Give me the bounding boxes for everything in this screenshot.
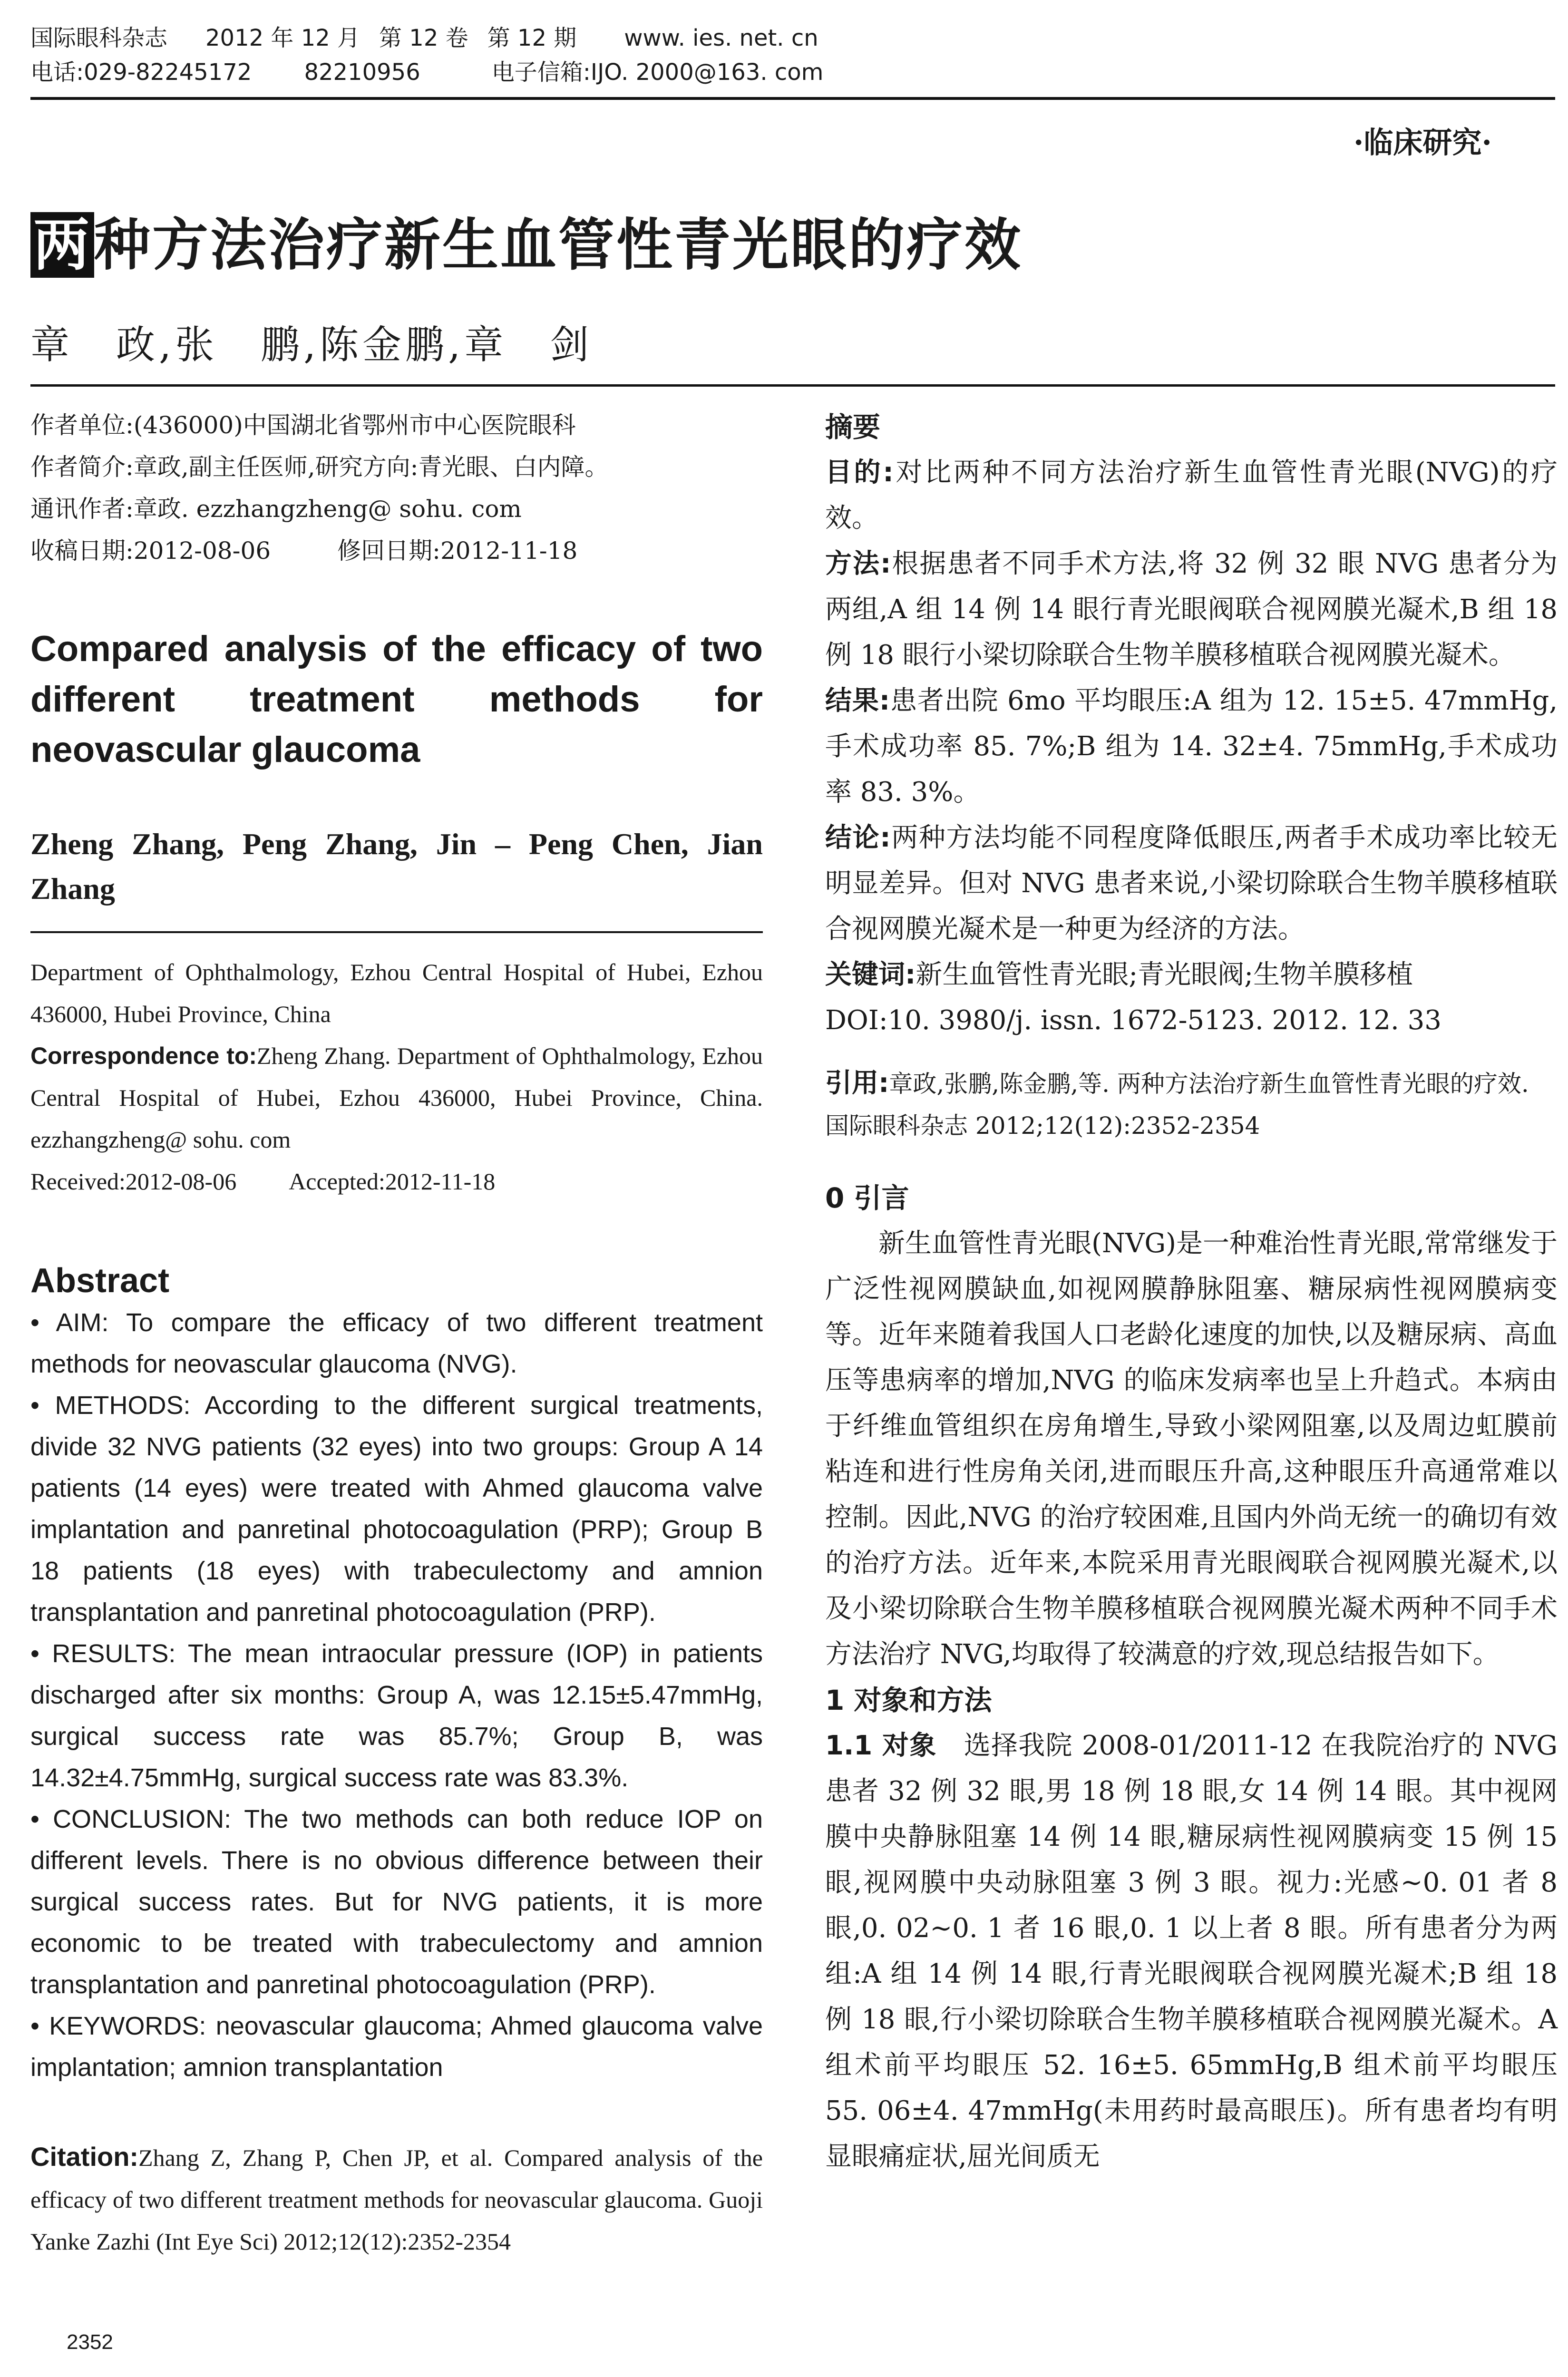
right-column — [825, 404, 1558, 2180]
correspondence-cn: 通讯作者:章政. ezzhangzheng@ sohu. com — [30, 495, 522, 523]
english-authors: Zheng Zhang, Peng Zhang, Jin – Peng Chen, Jian Zhang — [30, 827, 763, 906]
abstract-cn-methods — [825, 541, 1558, 678]
header-row-2 — [30, 55, 1538, 89]
email-link[interactable]: 电子信箱:IJO. 2000@163. com — [491, 59, 824, 86]
citation-text: Zhang Z, Zhang P, Chen JP, et al. Compared analysis of the efficacy of two different treatment methods for neovascular glaucoma. Guoji Yanke Zazhi (Int Eye Sci) 2012;12(12):2352-2354 — [30, 2144, 763, 2255]
received-cn: 收稿日期:2012-08-06 — [30, 537, 271, 565]
phone-2: 82210956 — [304, 59, 420, 86]
methods-label: 方法: — [825, 548, 891, 579]
intro-paragraph: 新生血管性青光眼(NVG)是一种难治性青光眼,常常继发于广泛性视网膜缺血,如视网膜静脉阻塞、糖尿病性视网膜病变等。近年来随着我国人口老龄化速度的加快,以及糖尿病、高血压等患病率的增加,NVG 的临床发病率也呈上升趋式。本病由于纤维血管组织在房角增生,导致小梁网阻塞,以及周边虹膜前粘连和进行性房角关闭,进而眼压升高,这种眼压升高通常难以控制。因此,NVG 的治疗较困难,且国内外尚无统一的确切有效的治疗方法。近年来,本院采用青光眼阀联合视网膜光凝术,以及小梁切除联合生物羊膜移植联合视网膜光凝术两种不同手术方法治疗 NVG,均取得了较满意的疗效,现总结报告如下。 — [825, 1228, 1558, 1670]
citation-label: Citation: — [30, 2142, 139, 2172]
aim-label: 目的: — [825, 457, 894, 488]
bio-cn: 作者简介:章政,副主任医师,研究方向:青光眼、白内障。 — [30, 453, 609, 481]
cite-cn-text: 章政,张鹏,陈金鹏,等. 两种方法治疗新生血管性青光眼的疗效. 国际眼科杂志 2012;12(12):2352-2354 — [825, 1070, 1529, 1140]
abstract-results: • RESULTS: The mean intraocular pressure (IOP) in patients discharged after six months: Group A, was 12.15±5.47mmHg, surgical success rate was 85.7%; Group B, was 14.32±4.75mmHg, surgical success rate was 83.3%. — [30, 1639, 763, 1792]
subjects-text: 选择我院 2008-01/2011-12 在我院治疗的 NVG 患者 32 例 32 眼,男 18 例 18 眼,女 14 例 14 眼。其中视网膜中央静脉阻塞 14 例 14 眼,糖尿病性视网膜病变 15 例 15 眼,视网膜中央动脉阻塞 3 例 3 眼。视力:光感~0. 01 者 8 眼,0. 02~0. 1 者 16 眼,0. 1 以上者 8 眼。所有患者分为两组:A 组 14 例 14 眼,行青光眼阀联合视网膜光凝术;B 组 18 例 18 眼,行小梁切除联合生物羊膜移植联合视网膜光凝术。A 组术前平均眼压 52. 16±5. 65mmHg,B 组术前平均眼压 55. 06±4. 47mmHg(未用药时最高眼压)。所有患者均有明显眼痛症状,屈光间质无 — [825, 1730, 1558, 2172]
correspondence-text: Zheng Zhang. Department of Ophthalmology, Ezhou Central Hospital of Hubei, Ezhou 436000, Hubei Province, China. ezzhangzheng@ sohu. com — [30, 1042, 763, 1153]
cite-cn-label: 引用: — [825, 1068, 889, 1099]
article-title — [30, 200, 1023, 281]
left-column — [30, 404, 763, 2262]
abstract-methods: • METHODS: According to the different surgical treatments, divide 32 NVG patients (32 eyes) into two groups: Group A 14 patients (14 eyes) were treated with Ahmed glaucoma valve implantation and panretinal photocoagulation (PRP); Group B 18 patients (18 eyes) with trabeculectomy and amnion transplantation and panretinal photocoagulation (PRP). — [30, 1391, 763, 1627]
results-text: 患者出院 6mo 平均眼压:A 组为 12. 15±5. 47mmHg,手术成功率 85. 7%;B 组为 14. 32±4. 75mmHg,手术成功率 83. 3%。 — [825, 685, 1558, 808]
title-rule — [30, 384, 1555, 387]
volume: 第 12 卷 — [379, 25, 468, 51]
issue-date: 2012 年 12 月 — [205, 25, 360, 51]
page-number: 2352 — [67, 2330, 113, 2354]
phone: 电话:029-82245172 — [30, 59, 252, 86]
doi[interactable]: DOI:10. 3980/j. issn. 1672-5123. 2012. 12. 33 — [825, 1005, 1441, 1036]
authors-rule — [30, 931, 763, 933]
authors-chinese: 章 政,张 鹏,陈金鹏,章 剑 — [30, 322, 593, 368]
abstract-cn-conclusion — [825, 815, 1558, 952]
abstract-cn-results — [825, 678, 1558, 815]
title-first-char: 两 — [30, 212, 94, 278]
accepted-en: Accepted:2012-11-18 — [289, 1168, 496, 1195]
abstract-aim: • AIM: To compare the efficacy of two different treatment methods for neovascular glaucoma (NVG). — [30, 1308, 763, 1378]
issue: 第 12 期 — [487, 25, 577, 51]
abstract-heading: Abstract — [30, 1262, 170, 1300]
section-tag: ·临床研究· — [1353, 125, 1492, 160]
citation-en — [30, 2136, 763, 2262]
keywords-label: 关键词: — [825, 959, 916, 990]
header-row-1 — [30, 21, 1538, 55]
keywords-text: 新生血管性青光眼;青光眼阀;生物羊膜移植 — [915, 959, 1413, 990]
abstract-keywords: • KEYWORDS: neovascular glaucoma; Ahmed glaucoma valve implantation; amnion transplantation — [30, 2012, 763, 2082]
dates-cn — [30, 530, 763, 572]
methods-heading: 1 对象和方法 — [825, 1684, 992, 1716]
abstract-cn-keywords — [825, 952, 1558, 998]
affiliation-cn: 作者单位:(436000)中国湖北省鄂州市中心医院眼科 — [30, 411, 576, 439]
results-label: 结果: — [825, 685, 890, 716]
abstract-cn-aim — [825, 450, 1558, 541]
english-title: Compared analysis of the efficacy of two different treatment methods for neovascular glaucoma — [30, 629, 763, 770]
header-rule — [30, 97, 1555, 100]
subjects-paragraph — [825, 1723, 1558, 2180]
revised-cn: 修回日期:2012-11-18 — [337, 537, 578, 565]
citation-cn — [825, 1062, 1558, 1147]
methods-text: 根据患者不同手术方法,将 32 例 32 眼 NVG 患者分为两组,A 组 14 例 14 眼行青光眼阀联合视网膜光凝术,B 组 18 例 18 眼行小梁切除联合生物羊膜移植联合视网膜光凝术。 — [825, 548, 1558, 671]
dates-en — [30, 1160, 763, 1202]
received-en: Received:2012-08-06 — [30, 1168, 237, 1195]
conclusion-label: 结论: — [825, 822, 891, 853]
correspondence-label: Correspondence to: — [30, 1042, 257, 1069]
title-rest: 种方法治疗新生血管性青光眼的疗效 — [94, 212, 1023, 278]
intro-heading: 0 引言 — [825, 1182, 909, 1214]
journal-name: 国际眼科杂志 — [30, 25, 168, 51]
department-en: Department of Ophthalmology, Ezhou Central Hospital of Hubei, Ezhou 436000, Hubei Province, China — [30, 959, 763, 1027]
correspondence-en — [30, 1035, 763, 1160]
abstract-conclusion: • CONCLUSION: The two methods can both reduce IOP on different levels. There is no obvious difference between their surgical success rates. But for NVG patients, it is more economic to be treated with trabeculectomy and amnion transplantation and panretinal photocoagulation (PRP). — [30, 1805, 763, 1999]
journal-header — [30, 21, 1538, 89]
aim-text: 对比两种不同方法治疗新生血管性青光眼(NVG)的疗效。 — [825, 457, 1558, 534]
subjects-label: 1.1 对象 — [825, 1730, 937, 1761]
conclusion-text: 两种方法均能不同程度降低眼压,两者手术成功率比较无明显差异。但对 NVG 患者来说,小梁切除联合生物羊膜移植联合视网膜光凝术是一种更为经济的方法。 — [825, 822, 1558, 945]
abstract-cn-heading: 摘要 — [825, 411, 881, 443]
website-link[interactable]: www. ies. net. cn — [624, 25, 818, 51]
